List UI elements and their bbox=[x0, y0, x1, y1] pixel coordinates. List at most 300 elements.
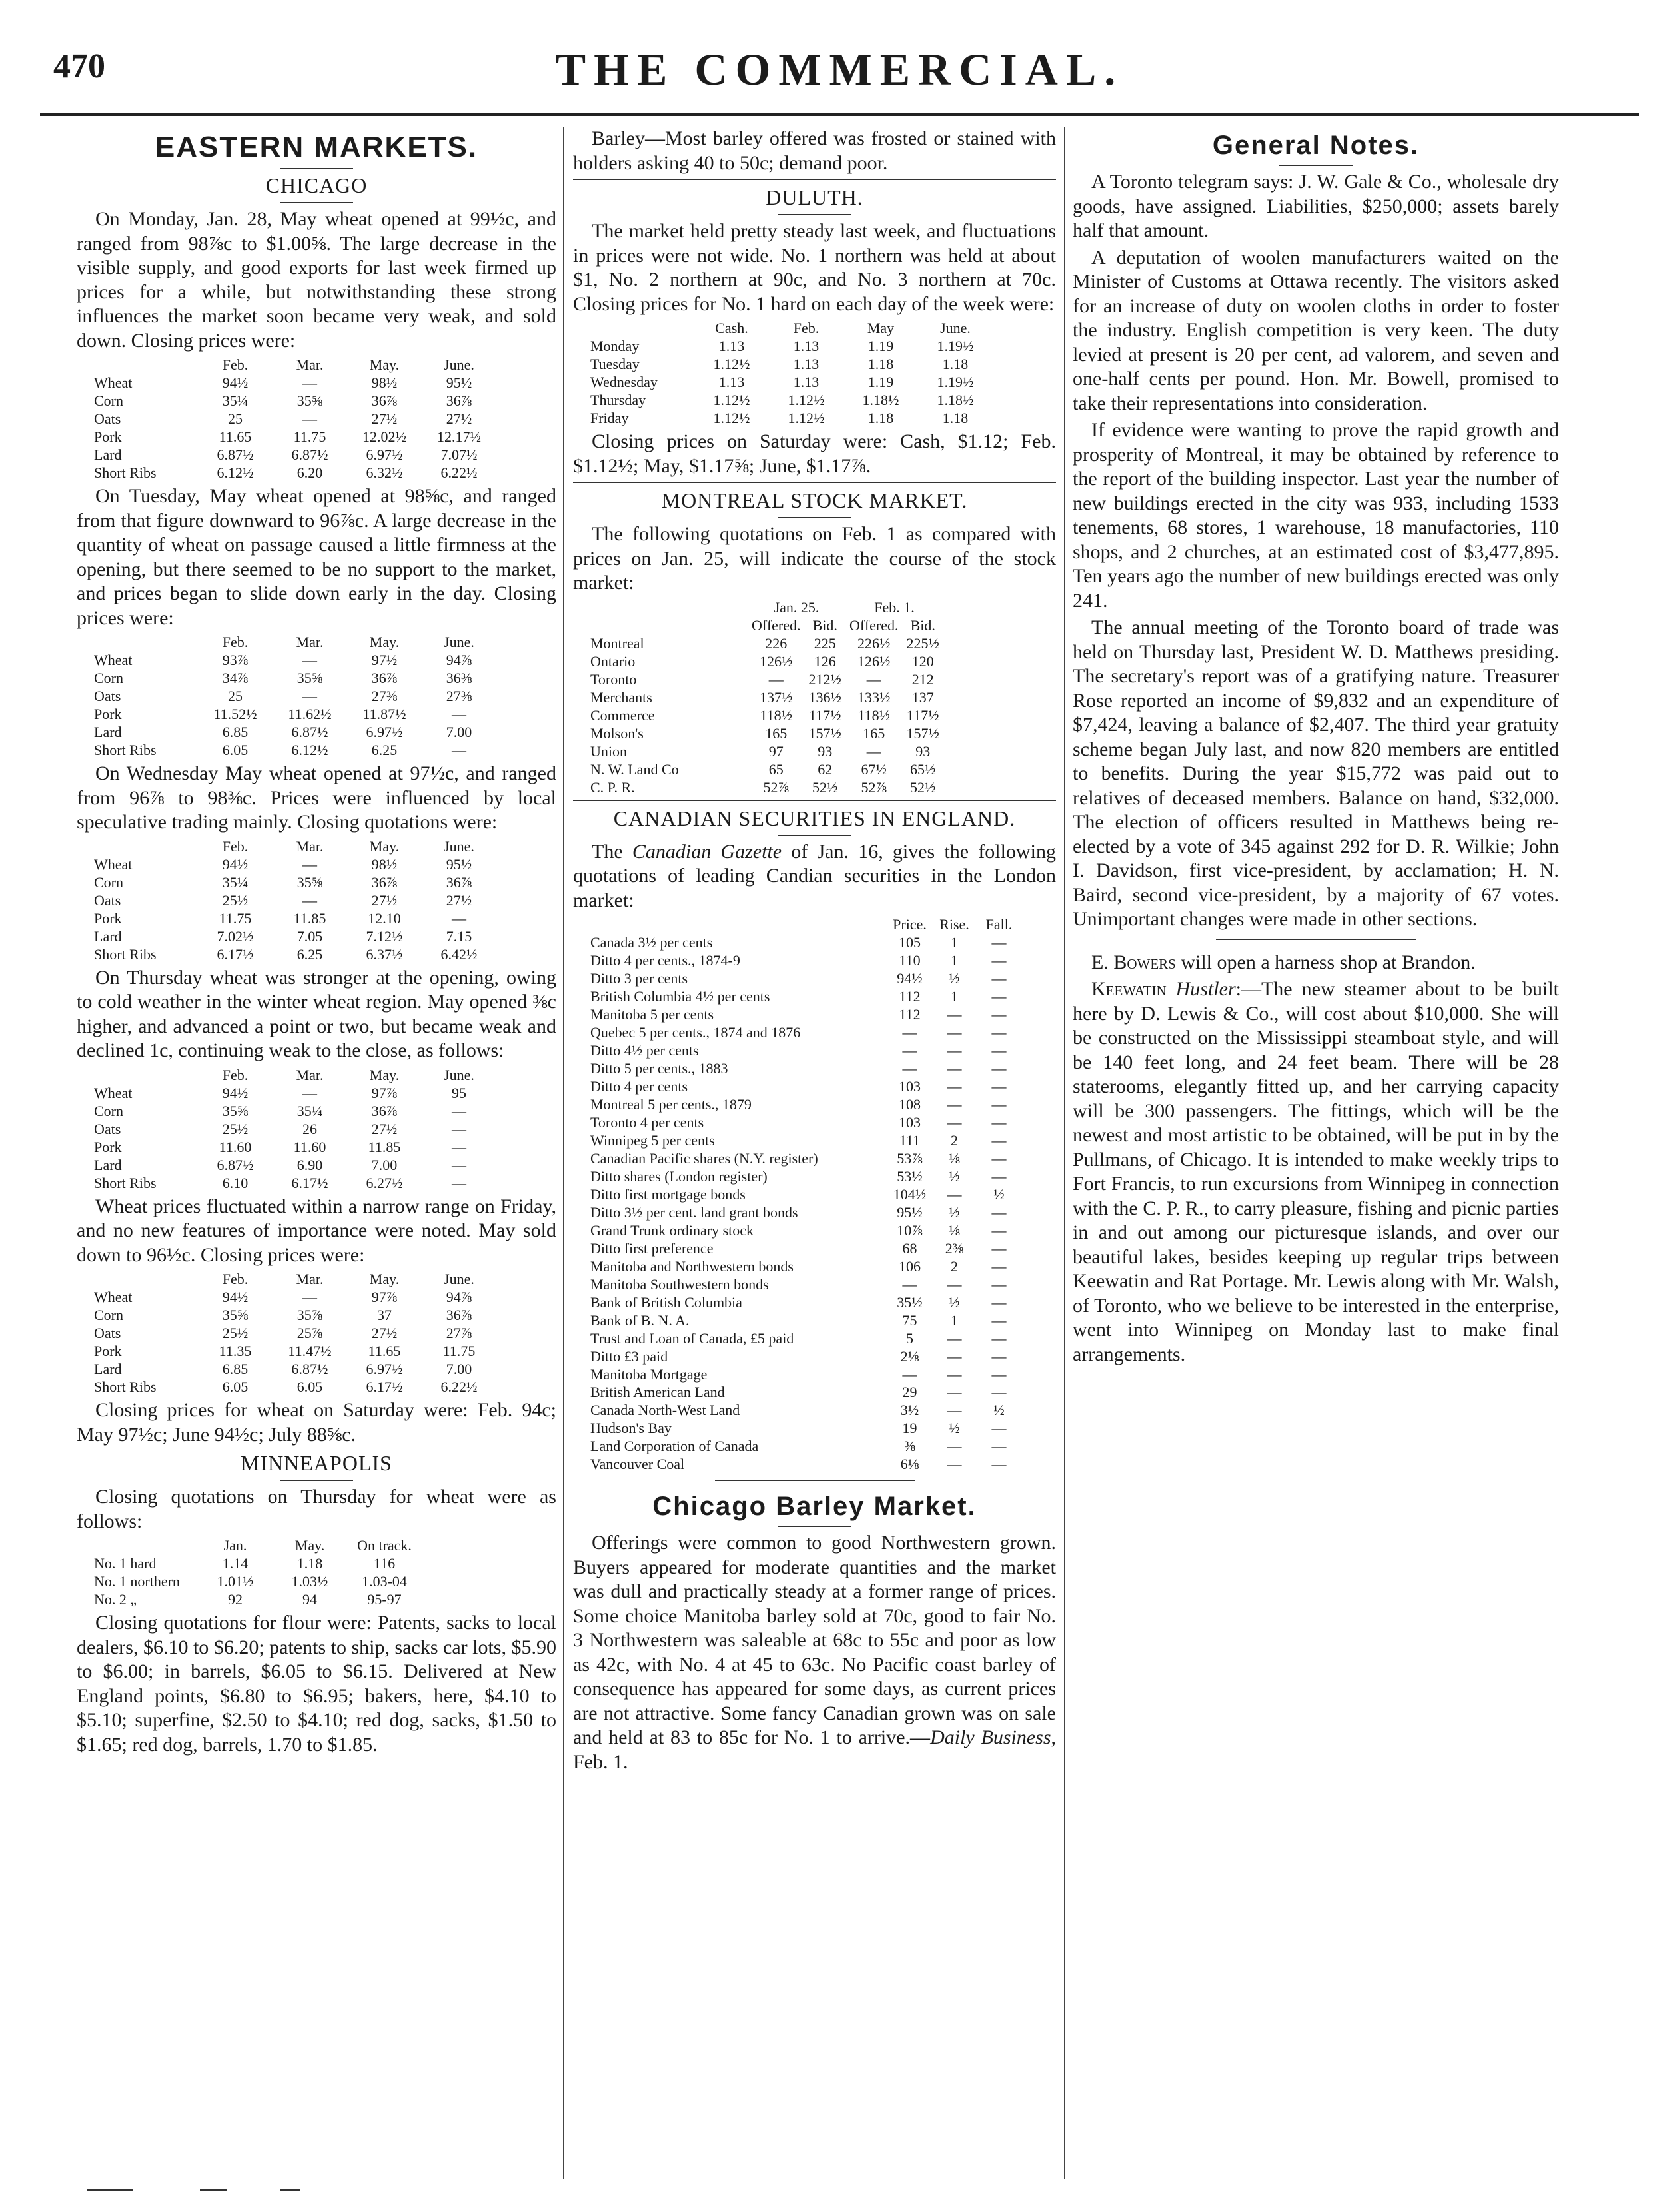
cell-value: 7.15 bbox=[446, 927, 472, 945]
row-label: Lard bbox=[94, 1156, 122, 1173]
row-label: Ditto £3 paid bbox=[590, 1348, 668, 1365]
chicago-thursday-table bbox=[90, 1066, 496, 1192]
column-header: June. bbox=[444, 837, 474, 855]
cell-value: 11.75 bbox=[442, 1343, 476, 1359]
cell-value: 126½ bbox=[760, 652, 793, 670]
cell-value: 1 bbox=[951, 934, 958, 951]
cell-value: 10⅞ bbox=[897, 1222, 923, 1239]
column-divider bbox=[1064, 127, 1065, 2179]
table-row bbox=[90, 873, 496, 891]
row-label: Toronto bbox=[590, 670, 637, 688]
cell-value: 97½ bbox=[371, 652, 398, 668]
cell-value: 95½ bbox=[897, 1204, 923, 1221]
cell-value: 94½ bbox=[222, 1084, 249, 1101]
cell-value: 137½ bbox=[760, 688, 793, 706]
cell-value: 165 bbox=[863, 724, 885, 742]
cell-value: 27⅜ bbox=[371, 688, 398, 704]
table-row bbox=[586, 951, 1021, 969]
cell-value: — bbox=[302, 652, 317, 668]
row-label: Short Ribs bbox=[94, 1379, 157, 1395]
row-label: Molson's bbox=[590, 724, 644, 742]
column-header: Offered. bbox=[849, 616, 899, 634]
column-header: Price. bbox=[893, 916, 927, 933]
cell-value: 11.65 bbox=[368, 1343, 401, 1359]
footer-dash bbox=[280, 2189, 300, 2191]
cell-value: — bbox=[452, 1138, 466, 1155]
cell-value: 65 bbox=[768, 760, 784, 778]
column-header bbox=[90, 633, 198, 651]
table-row bbox=[586, 1293, 1021, 1311]
cell-value: 112 bbox=[899, 988, 921, 1005]
cell-value: — bbox=[302, 374, 317, 391]
cell-value: 1.18 bbox=[942, 410, 969, 426]
column-header: June. bbox=[444, 1271, 474, 1287]
footer-dash bbox=[87, 2189, 133, 2191]
row-label: Winnipeg 5 per cents bbox=[590, 1132, 715, 1149]
minneapolis-barley-text: Barley—Most barley offered was frosted or stained with holders asking 40 to 50c; demand poor. bbox=[573, 127, 1056, 174]
chicago-thursday-text: On Thursday wheat was stronger at the opening, owing to cold weather in the winter wheat region. May opened ⅜c higher, and advanced a point or two, but became weak and declined 1c, continuing weak to the close, as follows: bbox=[77, 966, 556, 1061]
chicago-heading: CHICAGO bbox=[265, 173, 368, 197]
cell-value: 6.42½ bbox=[440, 945, 478, 963]
chicago-wednesday-table bbox=[90, 837, 496, 963]
row-label: Merchants bbox=[590, 688, 652, 706]
table-row bbox=[90, 1120, 496, 1138]
cell-value: 118½ bbox=[857, 706, 891, 724]
cell-value: 1.18 bbox=[942, 356, 969, 372]
table-row bbox=[586, 652, 943, 670]
row-label: Monday bbox=[590, 338, 640, 354]
cell-value: — bbox=[302, 1084, 317, 1101]
eastern-markets-heading: EASTERN MARKETS. bbox=[155, 131, 478, 163]
cell-value: 27½ bbox=[371, 1325, 398, 1341]
barley-market-heading: Chicago Barley Market. bbox=[652, 1492, 977, 1521]
column-3 bbox=[1073, 127, 1559, 2179]
column-header bbox=[90, 356, 198, 374]
cell-value: — bbox=[947, 1456, 962, 1472]
cell-value: 94⅞ bbox=[446, 1289, 472, 1305]
column-header: June. bbox=[940, 320, 971, 336]
source-name: Daily Business bbox=[930, 1726, 1051, 1748]
cell-value: 1.14 bbox=[222, 1555, 249, 1572]
cell-value: 52½ bbox=[910, 778, 936, 796]
cell-value: 1.03-04 bbox=[362, 1573, 407, 1590]
row-label: Ditto 5 per cents., 1883 bbox=[590, 1060, 728, 1077]
table-row bbox=[90, 464, 496, 482]
cell-value: — bbox=[991, 1060, 1007, 1077]
row-label: Wheat bbox=[94, 1084, 133, 1101]
table-row bbox=[586, 1077, 1021, 1095]
publication-title: THE COMMERCIAL. bbox=[555, 44, 1124, 95]
cell-value: — bbox=[991, 970, 1007, 987]
cell-value: 11.75 bbox=[293, 428, 326, 445]
cell-value: 11.52½ bbox=[213, 706, 257, 722]
barley-text-a: Offerings were common to good Northwestern grown. Buyers appeared for moderate quantities and the market was dull and practically steady at a former range of prices. Some choice Manitoba barley sold at 70c, good to fair No. 3 Northwestern was saleable at 68c to 55c and poor as low as 42c, with No. 4 at 45 to 63c. No Pacific coast barley of consequence has appeared for some days, as current prices are not attractive. Some fancy Canadian grown was on sale and held at 83 to 85c for No. 1 to arrive.—Daily Business, Feb. 1. bbox=[573, 1532, 1056, 1773]
general-note-3: If evidence were wanting to prove the rapid growth and prosperity of Montreal, it may be obtained by reference to the report of the building inspector. Last year the number of new buildings erected in the city was 933, including 1533 tenements, 68 stores, 1 warehouse, 18 manufactories, 110 shops, and 2 churches, at an estimated cost of $3,477,895. Ten years ago the number of new buildings erected was only 241. bbox=[1073, 419, 1559, 612]
cell-value: — bbox=[991, 1366, 1007, 1382]
cell-value: 1.13 bbox=[718, 338, 745, 354]
cell-value: — bbox=[991, 1456, 1007, 1472]
cell-value: 36⅞ bbox=[446, 873, 472, 891]
table-row bbox=[90, 1324, 496, 1342]
row-label: No. 1 hard bbox=[94, 1555, 157, 1572]
table-row bbox=[90, 1174, 496, 1192]
cell-value: 95-97 bbox=[367, 1591, 402, 1608]
table-row bbox=[90, 855, 496, 873]
row-label: Manitoba Southwestern bonds bbox=[590, 1276, 769, 1293]
row-label: Wednesday bbox=[590, 374, 658, 390]
cell-value: 226½ bbox=[857, 634, 891, 652]
cell-value: — bbox=[768, 670, 784, 688]
divider bbox=[280, 202, 353, 203]
cell-value: — bbox=[991, 1312, 1007, 1329]
column-header bbox=[90, 1066, 198, 1084]
cell-value: — bbox=[452, 742, 466, 758]
group-header: Jan. 25. bbox=[774, 598, 820, 616]
row-label: Canadian Pacific shares (N.Y. register) bbox=[590, 1150, 818, 1167]
cell-value: — bbox=[452, 1156, 466, 1173]
ornament-divider bbox=[1216, 939, 1416, 944]
table-row bbox=[586, 1347, 1021, 1365]
general-notes-heading: General Notes. bbox=[1212, 131, 1420, 160]
publication-name: Canadian Gazette bbox=[632, 840, 782, 863]
cell-value: 6.05 bbox=[222, 1379, 249, 1395]
cell-value: 26 bbox=[302, 1120, 317, 1137]
cell-value: 27½ bbox=[371, 891, 398, 909]
cell-value: — bbox=[902, 1024, 917, 1041]
cell-value: 6.87½ bbox=[291, 724, 328, 740]
cell-value: 1.13 bbox=[793, 374, 820, 390]
cell-value: — bbox=[991, 1438, 1007, 1454]
cell-value: — bbox=[452, 1102, 466, 1119]
cell-value: 137 bbox=[911, 688, 934, 706]
cell-value: — bbox=[991, 1420, 1007, 1436]
cell-value: 27½ bbox=[371, 1120, 398, 1137]
column-header: Feb. bbox=[222, 356, 249, 373]
cell-value: 6.37½ bbox=[366, 945, 403, 963]
cell-value: 67½ bbox=[861, 760, 887, 778]
table-row bbox=[90, 428, 496, 446]
row-label: No. 1 northern bbox=[94, 1573, 180, 1590]
cell-value: 94⅞ bbox=[446, 652, 472, 668]
table-row bbox=[90, 446, 496, 464]
cell-value: 1.12½ bbox=[788, 392, 825, 408]
cell-value: 95½ bbox=[446, 374, 472, 391]
cell-value: ⅜ bbox=[904, 1438, 915, 1454]
table-row bbox=[586, 355, 993, 373]
row-label: Union bbox=[590, 742, 627, 760]
cell-value: 11.47½ bbox=[288, 1343, 332, 1359]
cell-value: — bbox=[452, 909, 466, 927]
footer-dash bbox=[200, 2189, 227, 2191]
cell-value: 6.22½ bbox=[440, 1379, 478, 1395]
note-text: :—The new steamer about to be built here by D. Lewis & Co., will cost about $10,000. She will be constructed on the Mississippi steamboat style, and will be 140 feet long, and 24 feet beam. There will be 28 staterooms, elegantly fitted up, and her carrying capacity will be 300 passengers. The fittings, which will be the newest and most artistic to be obtained, will be put in by the Pullmans, of Chicago. It is intended to make weekly trips to Fort Francis, to run excursions from Winnipeg in connection with the C. P. R., to carry pleasure, fishing and picnic parties in and out among our picturesque islands, and over our beautiful lakes, besides keeping up regular trips between Keewatin and Rat Portage. Mr. Lewis along with Mr. Walsh, of Toronto, who we believe to be interested in the enterprise, went into Winnipeg on Monday last to make final arrangements. bbox=[1073, 978, 1559, 1365]
column-header: May. bbox=[369, 356, 400, 373]
cell-value: 53⅞ bbox=[897, 1150, 923, 1167]
cell-value: 6.85 bbox=[222, 724, 249, 740]
cell-value: — bbox=[902, 1366, 917, 1382]
cell-value: — bbox=[452, 706, 466, 722]
table-row bbox=[90, 1306, 496, 1324]
table-row bbox=[586, 1455, 1021, 1473]
table-row bbox=[90, 1554, 422, 1572]
table-row bbox=[586, 706, 943, 724]
cell-value: 157½ bbox=[808, 724, 841, 742]
cell-value: 97⅞ bbox=[371, 1289, 398, 1305]
cell-value: 7.05 bbox=[296, 927, 323, 945]
column-header: Mar. bbox=[296, 356, 324, 373]
table-row bbox=[586, 373, 993, 391]
table-row bbox=[586, 1275, 1021, 1293]
row-label: Ditto 3 per cents bbox=[590, 970, 688, 987]
montreal-heading: MONTREAL STOCK MARKET. bbox=[661, 488, 968, 512]
column-header: Feb. bbox=[222, 837, 249, 855]
cell-value: 1.19½ bbox=[937, 374, 974, 390]
cell-value: 11.60 bbox=[219, 1138, 252, 1155]
cell-value: 25½ bbox=[222, 891, 249, 909]
cell-value: — bbox=[991, 1348, 1007, 1365]
row-label: Ditto first preference bbox=[590, 1240, 714, 1257]
table-row bbox=[586, 1167, 1021, 1185]
row-label: Short Ribs bbox=[94, 1174, 157, 1191]
divider bbox=[778, 517, 851, 518]
cell-value: 1.01½ bbox=[217, 1573, 254, 1590]
column-header: May bbox=[867, 320, 895, 336]
column-header: Feb. bbox=[793, 320, 820, 336]
table-row bbox=[90, 1102, 496, 1120]
cell-value: — bbox=[991, 1078, 1007, 1095]
column-header: May. bbox=[369, 837, 400, 855]
column-header: Offered. bbox=[752, 616, 801, 634]
row-label: No. 2 „ bbox=[94, 1591, 137, 1608]
table-row bbox=[586, 1239, 1021, 1257]
cell-value: — bbox=[947, 1060, 962, 1077]
table-row bbox=[586, 933, 1021, 951]
chicago-monday-text: On Monday, Jan. 28, May wheat opened at 99½c, and ranged from 98⅞c to $1.00⅝. The large decrease in the visible supply, and good exports for last week firmed up prices for a while, but notwithstanding these strong influences the market soon became very weak, and sold down. Closing prices were: bbox=[77, 208, 556, 352]
row-label: British American Land bbox=[590, 1384, 725, 1400]
cell-value: — bbox=[947, 1384, 962, 1400]
table-row bbox=[586, 1113, 1021, 1131]
table-row bbox=[586, 337, 993, 355]
cell-value: 7.00 bbox=[446, 724, 472, 740]
cell-value: 110 bbox=[899, 952, 921, 969]
cell-value: 97 bbox=[768, 742, 784, 760]
cell-value: 11.60 bbox=[293, 1138, 326, 1155]
row-label: Ditto shares (London register) bbox=[590, 1168, 768, 1185]
cell-value: 98½ bbox=[371, 855, 398, 873]
cell-value: 93 bbox=[915, 742, 931, 760]
cell-value: 11.62½ bbox=[288, 706, 332, 722]
cell-value: 6.32½ bbox=[366, 464, 403, 481]
row-label: Trust and Loan of Canada, £5 paid bbox=[590, 1330, 794, 1347]
cell-value: 11.75 bbox=[219, 909, 252, 927]
column-header: June. bbox=[444, 356, 474, 373]
cell-value: 25 bbox=[228, 410, 243, 427]
cell-value: 93⅞ bbox=[222, 652, 249, 668]
table-row bbox=[586, 778, 943, 796]
table-row bbox=[90, 1138, 496, 1156]
cell-value: 6.27½ bbox=[366, 1174, 403, 1191]
cell-value: 11.85 bbox=[368, 1138, 401, 1155]
canadian-securities-heading: CANADIAN SECURITIES IN ENGLAND. bbox=[613, 806, 1016, 830]
row-label: Manitoba 5 per cents bbox=[590, 1006, 714, 1023]
table-row bbox=[90, 1288, 496, 1306]
table-row bbox=[586, 1365, 1021, 1383]
cell-value: 1.13 bbox=[718, 374, 745, 390]
row-label: Ditto 4 per cents., 1874-9 bbox=[590, 952, 740, 969]
table-row bbox=[586, 760, 943, 778]
cell-value: 27½ bbox=[371, 410, 398, 427]
row-label: Lard bbox=[94, 927, 122, 945]
row-label: Ditto 4 per cents bbox=[590, 1078, 688, 1095]
row-label: Wheat bbox=[94, 1289, 133, 1305]
cell-value: — bbox=[947, 1186, 962, 1203]
cell-value: — bbox=[947, 1366, 962, 1382]
row-label: Land Corporation of Canada bbox=[590, 1438, 759, 1454]
table-row bbox=[586, 634, 943, 652]
column-1 bbox=[77, 127, 556, 2179]
cell-value: 35⅞ bbox=[296, 1307, 323, 1323]
row-label: Corn bbox=[94, 1102, 123, 1119]
cell-value: 12.02½ bbox=[362, 428, 406, 445]
cell-value: 1.12½ bbox=[788, 410, 825, 426]
row-label: Montreal bbox=[590, 634, 644, 652]
table-row bbox=[90, 687, 496, 705]
cell-value: — bbox=[991, 1294, 1007, 1311]
cell-value: — bbox=[991, 1096, 1007, 1113]
cell-value: — bbox=[302, 855, 317, 873]
cell-value: 53½ bbox=[897, 1168, 923, 1185]
table-row bbox=[90, 1378, 496, 1396]
cell-value: — bbox=[947, 1276, 962, 1293]
cell-value: 34⅞ bbox=[222, 670, 249, 686]
row-label: Lard bbox=[94, 1361, 122, 1377]
table-row bbox=[90, 1084, 496, 1102]
cell-value: 35¼ bbox=[222, 392, 249, 409]
cell-value: 6.87½ bbox=[291, 1361, 328, 1377]
cell-value: 103 bbox=[899, 1114, 921, 1131]
cell-value: 112 bbox=[899, 1006, 921, 1023]
cell-value: 1.12½ bbox=[713, 392, 750, 408]
table-row bbox=[586, 1041, 1021, 1059]
cell-value: 133½ bbox=[857, 688, 891, 706]
chicago-saturday-text: Closing prices for wheat on Saturday were: Feb. 94c; May 97½c; June 94½c; July 88⅝c. bbox=[77, 1399, 556, 1446]
table-row bbox=[586, 724, 943, 742]
duluth-table bbox=[586, 319, 993, 427]
montreal-table-body bbox=[586, 634, 943, 796]
divider bbox=[280, 1480, 353, 1481]
row-label: Canada North-West Land bbox=[590, 1402, 740, 1418]
cell-value: 7.00 bbox=[446, 1361, 472, 1377]
cell-value: 6.12½ bbox=[217, 464, 254, 481]
table-row bbox=[90, 891, 496, 909]
row-label: Corn bbox=[94, 1307, 123, 1323]
row-label: Lard bbox=[94, 724, 122, 740]
montreal-stock-table bbox=[586, 598, 943, 796]
cell-value: — bbox=[991, 1258, 1007, 1275]
cell-value: 6.97½ bbox=[366, 1361, 403, 1377]
cell-value: — bbox=[947, 1438, 962, 1454]
cell-value: 6.05 bbox=[222, 742, 249, 758]
divider bbox=[573, 482, 1056, 484]
row-label: Manitoba Mortgage bbox=[590, 1366, 708, 1382]
row-label: Bank of B. N. A. bbox=[590, 1312, 690, 1329]
cell-value: ½ bbox=[949, 1420, 960, 1436]
duluth-heading: DULUTH. bbox=[766, 185, 863, 209]
cell-value: — bbox=[991, 1150, 1007, 1167]
chicago-tuesday-table bbox=[90, 633, 496, 759]
table-row bbox=[586, 391, 993, 409]
cell-value: ½ bbox=[949, 1204, 960, 1221]
cell-value: 36⅞ bbox=[371, 873, 398, 891]
column-header: Rise. bbox=[939, 916, 969, 933]
row-label: Short Ribs bbox=[94, 945, 157, 963]
cell-value: 2 bbox=[951, 1258, 958, 1275]
row-label: Short Ribs bbox=[94, 742, 157, 758]
row-label: Oats bbox=[94, 1325, 121, 1341]
bowers-note bbox=[1073, 951, 1559, 975]
place-name: Keewatin bbox=[1091, 978, 1167, 1000]
cell-value: 6.87½ bbox=[217, 1156, 254, 1173]
column-header: Mar. bbox=[296, 1271, 324, 1287]
cell-value: 95½ bbox=[446, 855, 472, 873]
cell-value: — bbox=[991, 1168, 1007, 1185]
cell-value: 1.18½ bbox=[862, 392, 899, 408]
canadian-intro: The Canadian Gazette of Jan. 16, gives the following quotations of leading Candian securities in the London market: bbox=[573, 840, 1056, 911]
cell-value: 6.05 bbox=[296, 1379, 323, 1395]
row-label: Wheat bbox=[94, 652, 133, 668]
cell-value: 36⅞ bbox=[371, 392, 398, 409]
row-label: Short Ribs bbox=[94, 464, 157, 481]
row-label: Lard bbox=[94, 446, 122, 463]
column-header bbox=[90, 1536, 198, 1554]
cell-value: 6.10 bbox=[222, 1174, 249, 1191]
canadian-table-body bbox=[586, 933, 1021, 1473]
cell-value: 25½ bbox=[222, 1120, 249, 1137]
chicago-monday-table bbox=[90, 356, 496, 482]
general-note-1: A Toronto telegram says: J. W. Gale & Co., wholesale dry goods, have assigned. Liabilities, $250,000; assets barely half that amount. bbox=[1073, 171, 1559, 241]
cell-value: 6.17½ bbox=[366, 1379, 403, 1395]
cell-value: 6⅛ bbox=[900, 1456, 919, 1472]
row-label: Grand Trunk ordinary stock bbox=[590, 1222, 754, 1239]
cell-value: 27½ bbox=[446, 410, 472, 427]
row-label: Wheat bbox=[94, 374, 133, 391]
cell-value: ⅛ bbox=[949, 1150, 960, 1167]
cell-value: 1.12½ bbox=[713, 356, 750, 372]
row-label: Vancouver Coal bbox=[590, 1456, 685, 1472]
cell-value: — bbox=[947, 1042, 962, 1059]
row-label: Toronto 4 per cents bbox=[590, 1114, 704, 1131]
cell-value: 97⅞ bbox=[371, 1084, 398, 1101]
row-label: British Columbia 4½ per cents bbox=[590, 988, 770, 1005]
cell-value: — bbox=[991, 1240, 1007, 1257]
cell-value: 6.25 bbox=[371, 742, 398, 758]
table-row bbox=[90, 392, 496, 410]
row-label: Corn bbox=[94, 670, 123, 686]
column-header bbox=[586, 319, 694, 337]
cell-value: 94½ bbox=[222, 374, 249, 391]
cell-value: 95 bbox=[452, 1084, 466, 1101]
divider bbox=[778, 214, 851, 215]
table-row bbox=[90, 705, 496, 723]
cell-value: 6.97½ bbox=[366, 446, 403, 463]
cell-value: — bbox=[902, 1042, 917, 1059]
general-note-2: A deputation of woolen manufacturers waited on the Minister of Customs at Ottawa recently. The visitors asked for an increase of duty on woolen cloths in order to foster the industry. English competition is very keen. The duty levied at present is 20 per cent, ad valorem, and seven and one-half cents per pound. Hon. Mr. Bowell, promised to take their representations into consideration. bbox=[1073, 246, 1559, 414]
row-label: Ditto first mortgage bonds bbox=[590, 1186, 746, 1203]
cell-value: 93 bbox=[818, 742, 833, 760]
table-row bbox=[586, 1401, 1021, 1419]
row-label: Oats bbox=[94, 1120, 121, 1137]
table-row bbox=[90, 1360, 496, 1378]
